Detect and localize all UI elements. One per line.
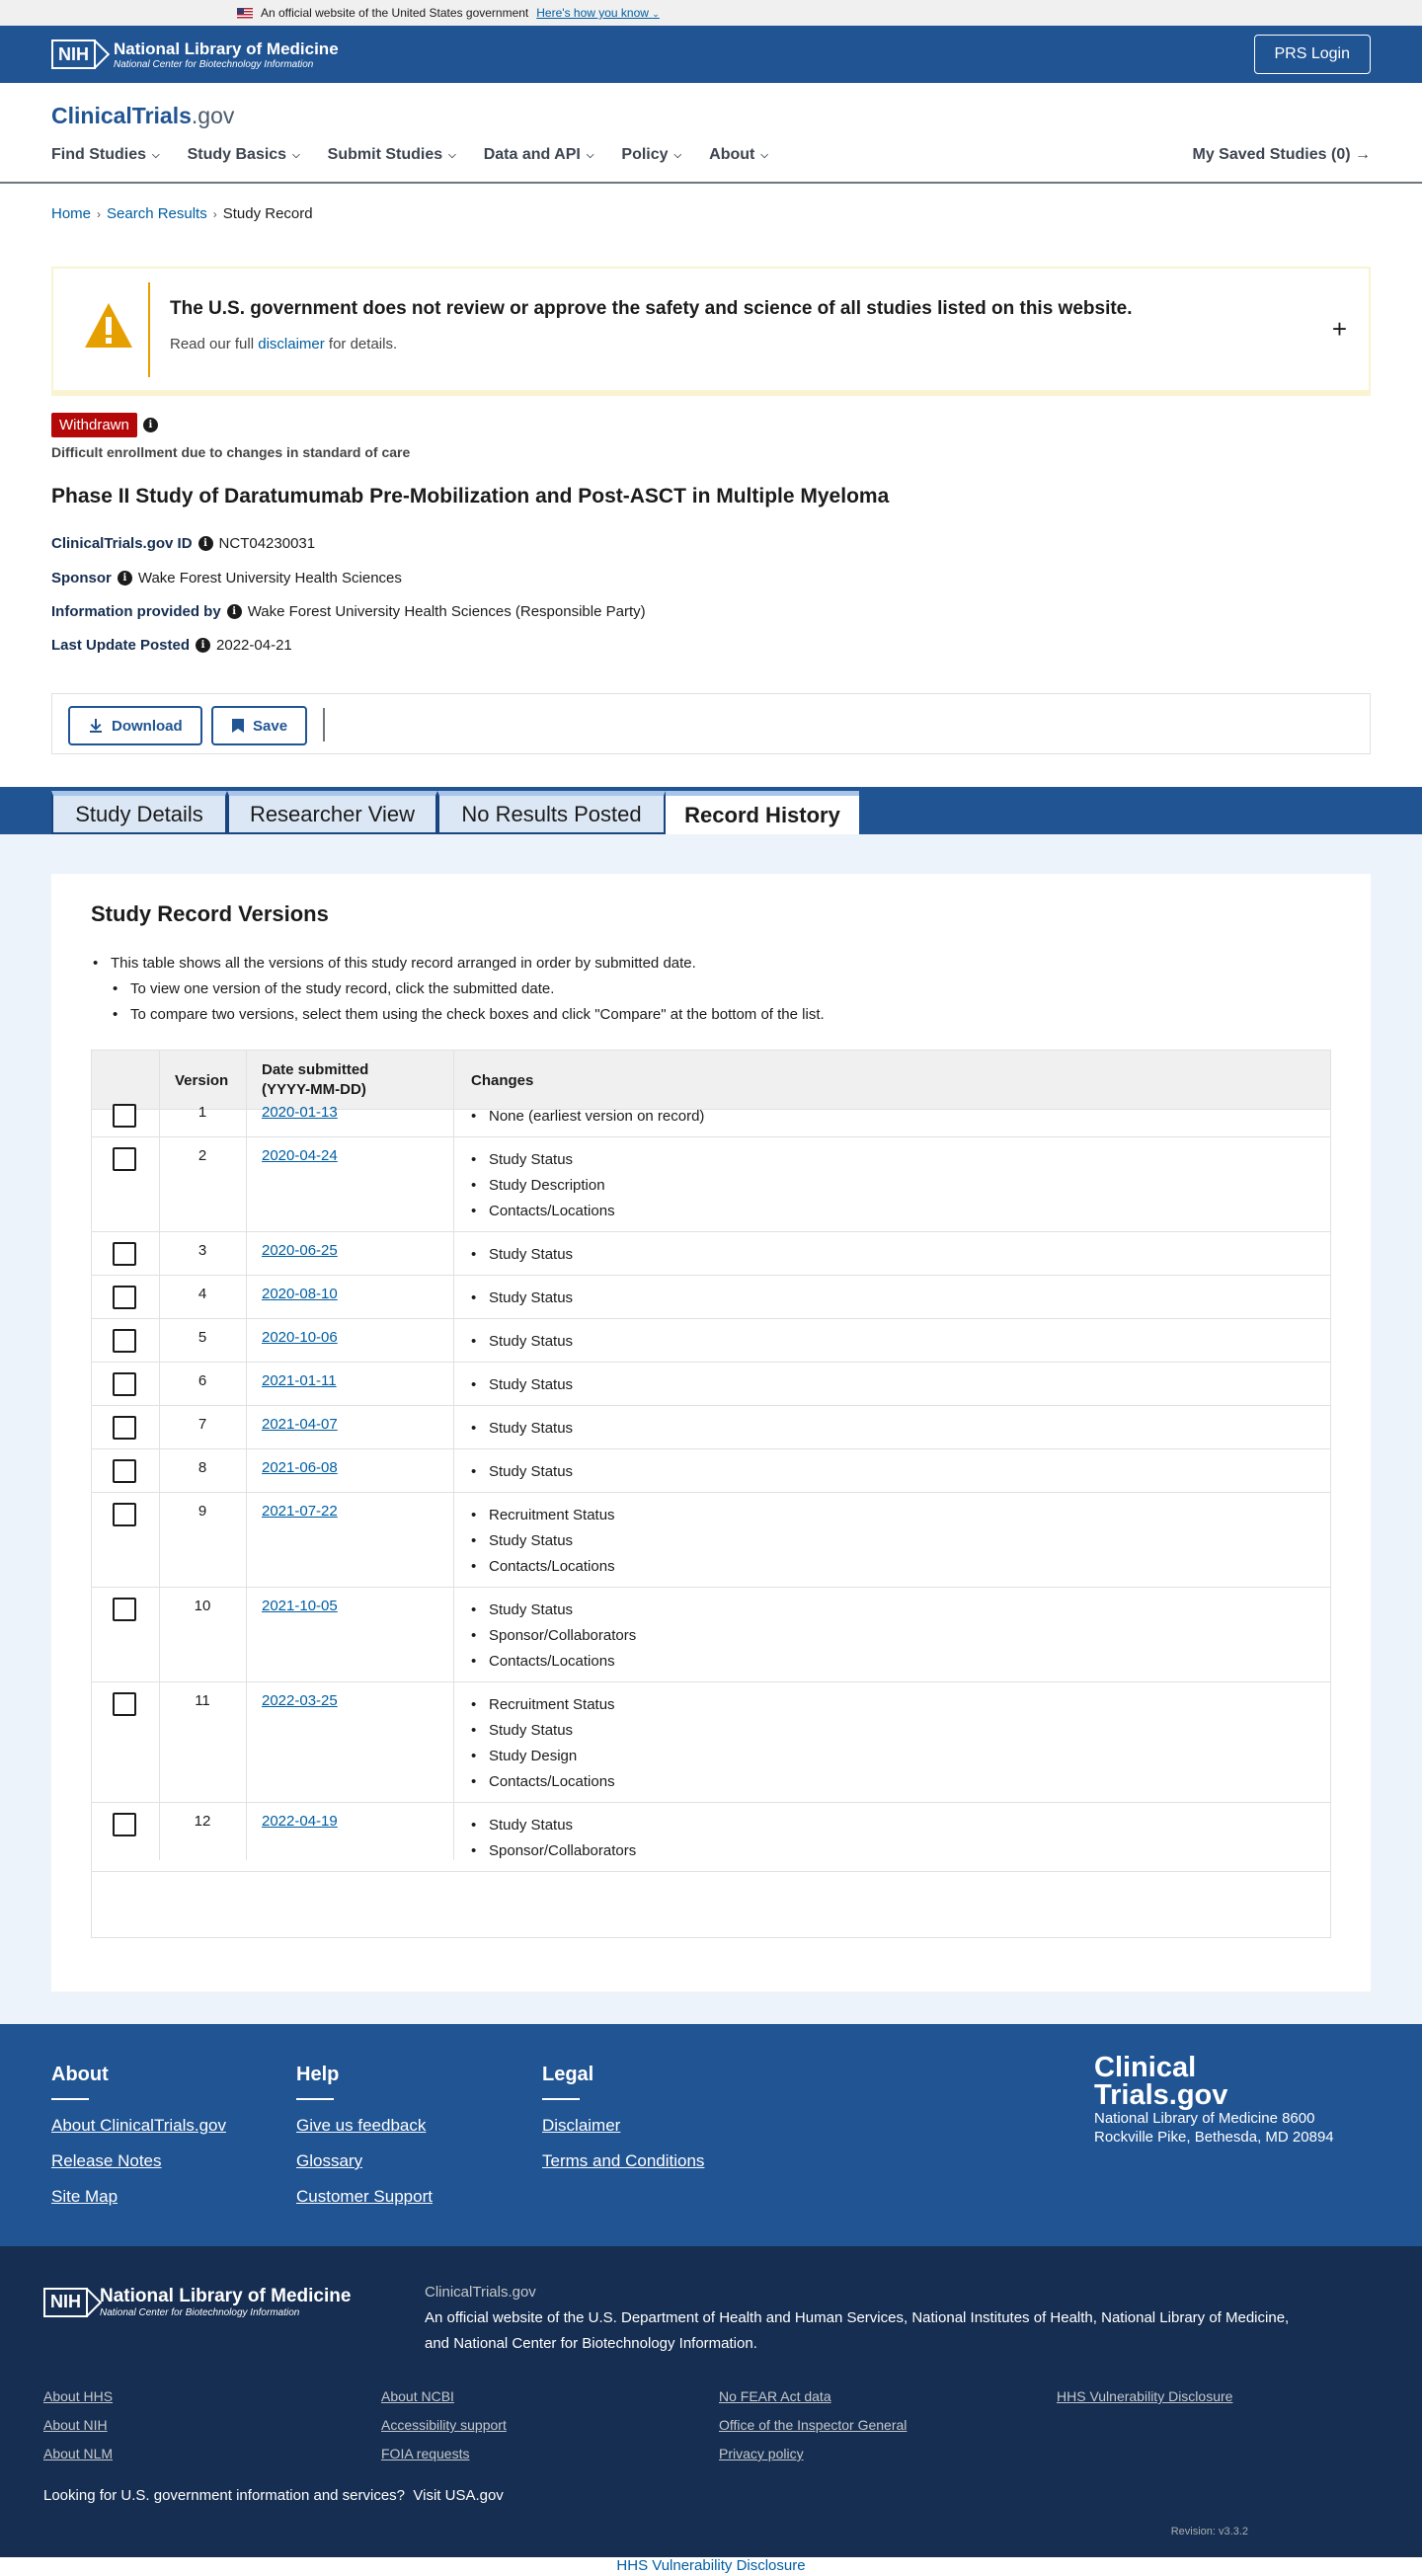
footer-link-privacy[interactable]: Privacy policy	[719, 2446, 804, 2461]
sponsor-label: Sponsor	[51, 570, 112, 586]
nlm-link[interactable]: National Library of Medicine	[1101, 2309, 1286, 2326]
footer-link-site-map[interactable]: Site Map	[51, 2187, 118, 2206]
changes-list	[467, 1692, 615, 1795]
footer-link-oig[interactable]: Office of the Inspector General	[719, 2417, 908, 2433]
study-id-value: NCT04230031	[218, 535, 316, 552]
footer-links-col2	[381, 2382, 507, 2468]
table-row	[92, 1590, 1330, 1682]
warning-icon	[83, 300, 134, 351]
footer-link-terms[interactable]: Terms and Conditions	[542, 2151, 705, 2170]
alert-text: Read our full disclaimer for details.	[170, 336, 398, 352]
footer-link-about-nlm[interactable]: About NLM	[43, 2446, 114, 2461]
alert-title: The U.S. government does not review or approve the safety and science of all studies listed on this website.	[170, 298, 1133, 319]
save-button[interactable]: Save	[211, 706, 307, 745]
change-item: • Contacts/Locations	[467, 1554, 615, 1580]
vulnerability-bottom-bar	[0, 2557, 1422, 2576]
usa-gov-link[interactable]: Visit USA.gov	[413, 2487, 504, 2504]
header-version: Version	[175, 1071, 229, 1089]
table-row	[92, 1451, 1330, 1493]
version-number: 5	[198, 1329, 207, 1346]
versions-table	[91, 1050, 1331, 1938]
study-title: Phase II Study of Daratumumab Pre-Mobilization and Post-ASCT in Multiple Myeloma	[51, 485, 890, 507]
nav-data-and-api[interactable]: Data and API ⌵	[483, 146, 594, 163]
footer-link-foia[interactable]: FOIA requests	[381, 2446, 470, 2461]
version-number: 1	[198, 1104, 207, 1121]
record-history-panel	[51, 874, 1371, 1991]
version-checkbox[interactable]	[113, 1372, 136, 1396]
change-item: • Study Design	[467, 1744, 615, 1769]
version-date-link[interactable]: 2021-04-07	[262, 1416, 338, 1433]
change-item: • Contacts/Locations	[467, 1199, 615, 1224]
versions-heading: Study Record Versions	[91, 901, 329, 926]
nlm-logo[interactable]	[51, 39, 339, 70]
gov-banner-text: An official website of the United States government	[261, 6, 529, 20]
footer-links-col4	[1057, 2382, 1232, 2411]
breadcrumb-current: Study Record	[222, 205, 313, 222]
footer-address: National Library of Medicine 8600 Rockville Pike, Bethesda, MD 20894	[1094, 2110, 1334, 2146]
info-icon[interactable]: i	[143, 418, 158, 432]
nih-link[interactable]: National Institutes of Health	[911, 2309, 1093, 2326]
tab-study-details[interactable]: Study Details	[51, 791, 227, 834]
version-number: 6	[198, 1372, 207, 1389]
provided-by-label: Information provided by	[51, 603, 221, 620]
change-item: • Contacts/Locations	[467, 1769, 615, 1795]
download-button[interactable]: Download	[68, 706, 202, 745]
version-number: 3	[198, 1242, 207, 1259]
version-checkbox[interactable]	[113, 1104, 136, 1128]
changes-list	[467, 1813, 636, 1864]
nlm-footer	[0, 2246, 1422, 2576]
chevron-down-icon: ⌵	[760, 149, 768, 161]
version-checkbox[interactable]	[113, 1692, 136, 1716]
version-checkbox[interactable]	[113, 1503, 136, 1526]
revision-text: Revision: v3.3.2	[1170, 2526, 1248, 2537]
nlm-footer-logo[interactable]: NIH National Library of Medicine National Center for Biotechnology Information	[43, 2286, 351, 2318]
chevron-down-icon: ⌄	[652, 9, 660, 19]
study-id-label: ClinicalTrials.gov ID	[51, 535, 193, 552]
version-date-link[interactable]: 2020-10-06	[262, 1329, 338, 1346]
footer-link-vulnerability[interactable]: HHS Vulnerability Disclosure	[1057, 2388, 1233, 2404]
footer-link-disclaimer[interactable]: Disclaimer	[542, 2116, 621, 2135]
footer-help: Help Give us feedback Glossary Customer Support	[296, 2064, 433, 2206]
version-number: 2	[198, 1147, 207, 1164]
change-item: • Study Status	[467, 1147, 615, 1173]
version-checkbox[interactable]	[113, 1286, 136, 1309]
footer-link-about-ncbi[interactable]: About NCBI	[381, 2388, 454, 2404]
arrow-right-icon: →	[1355, 146, 1371, 163]
header-date: Date submitted (YYYY-MM-DD)	[262, 1061, 369, 1098]
footer-link-about[interactable]: About ClinicalTrials.gov	[51, 2116, 226, 2135]
changes-list	[467, 1416, 573, 1442]
status-row	[51, 413, 158, 437]
last-update-row	[51, 637, 292, 654]
table-row	[92, 1495, 1330, 1588]
expand-icon[interactable]: +	[1331, 314, 1347, 344]
change-item: • None (earliest version on record)	[467, 1104, 704, 1130]
change-item: • Sponsor/Collaborators	[467, 1623, 636, 1649]
footer-link-no-fear[interactable]: No FEAR Act data	[719, 2388, 831, 2404]
action-bar	[51, 693, 1371, 754]
change-item: • Study Status	[467, 1372, 573, 1398]
footer-about: About About ClinicalTrials.gov Release Notes Site Map	[51, 2064, 226, 2206]
site-brand[interactable]: ClinicalTrials.gov	[51, 103, 235, 128]
hhs-link[interactable]: U.S. Department of Health and Human Services	[588, 2309, 904, 2326]
nih-header	[0, 26, 1422, 83]
version-checkbox[interactable]	[113, 1598, 136, 1621]
footer-legal: Legal Disclaimer Terms and Conditions	[542, 2064, 705, 2170]
change-item: • Sponsor/Collaborators	[467, 1838, 636, 1864]
table-row	[92, 1365, 1330, 1406]
version-number: 7	[198, 1416, 207, 1433]
heres-how-you-know-link[interactable]: Here's how you know ⌄	[536, 6, 660, 20]
provided-by-row	[51, 603, 646, 620]
us-flag-icon	[237, 8, 253, 19]
nav-study-basics[interactable]: Study Basics ⌵	[187, 146, 300, 163]
site-footer	[0, 2024, 1422, 2246]
change-item: • Study Status	[467, 1528, 615, 1554]
footer-link-about-hhs[interactable]: About HHS	[43, 2388, 114, 2404]
versions-notes	[91, 951, 825, 1028]
changes-list	[467, 1503, 615, 1580]
version-date-link[interactable]: 2021-06-08	[262, 1459, 338, 1476]
footer-link-glossary[interactable]: Glossary	[296, 2151, 363, 2170]
chevron-right-icon: ›	[212, 206, 217, 221]
version-date-link[interactable]: 2022-03-25	[262, 1692, 338, 1709]
changes-list	[467, 1372, 573, 1398]
breadcrumb-home[interactable]: Home	[51, 205, 92, 222]
nih-logo-box: NIH	[51, 39, 96, 69]
note-item: • This table shows all the versions of this study record arranged in order by submitted date.	[91, 951, 825, 976]
sponsor-row	[51, 570, 402, 586]
change-item: • Recruitment Status	[467, 1503, 615, 1528]
version-checkbox[interactable]	[113, 1329, 136, 1353]
action-separator	[323, 708, 325, 742]
changes-list	[467, 1598, 636, 1675]
change-item: • Study Status	[467, 1718, 615, 1744]
tab-researcher-view[interactable]: Researcher View	[227, 791, 437, 834]
study-id-row	[51, 535, 315, 552]
tab-record-history[interactable]: Record History	[666, 791, 859, 834]
tab-no-results-posted[interactable]: No Results Posted	[437, 791, 666, 834]
provided-by-value: Wake Forest University Health Sciences (Responsible Party)	[247, 603, 646, 620]
version-checkbox[interactable]	[113, 1147, 136, 1171]
table-row	[92, 1278, 1330, 1319]
main-nav	[51, 146, 796, 164]
version-number: 11	[195, 1692, 210, 1709]
info-icon[interactable]: i	[118, 571, 132, 585]
version-number: 8	[198, 1459, 207, 1476]
changes-list	[467, 1329, 573, 1355]
footer-link-feedback[interactable]: Give us feedback	[296, 2116, 427, 2135]
table-row	[92, 1096, 1330, 1137]
footer-links-col3	[719, 2382, 907, 2468]
change-item: • Recruitment Status	[467, 1692, 615, 1718]
version-date-link[interactable]: 2021-01-11	[262, 1372, 337, 1389]
footer-links-col1	[43, 2382, 113, 2468]
chevron-right-icon: ›	[97, 206, 102, 221]
version-number: 12	[194, 1813, 211, 1830]
chevron-down-icon: ⌵	[448, 149, 456, 161]
version-date-link[interactable]: 2022-04-19	[262, 1813, 338, 1830]
table-row	[92, 1321, 1330, 1363]
official-website-text: ClinicalTrials.gov An official website of the U.S. Department of Health and Human Services, National Institutes of Health, National Library of Medicine, and National Center for Biotechnology Information.	[425, 2284, 1290, 2352]
version-date-link[interactable]: 2020-04-24	[262, 1147, 338, 1164]
change-item: • Study Status	[467, 1459, 573, 1485]
change-item: • Study Status	[467, 1416, 573, 1442]
version-date-link[interactable]: 2020-01-13	[262, 1104, 338, 1121]
header-changes: Changes	[471, 1071, 534, 1089]
footer-link-release-notes[interactable]: Release Notes	[51, 2151, 162, 2170]
tab-strip	[0, 787, 1422, 834]
ncbi-subtitle: National Center for Biotechnology Information	[114, 58, 314, 70]
alert-divider	[148, 282, 150, 377]
chevron-down-icon: ⌵	[152, 149, 160, 161]
nav-policy[interactable]: Policy ⌵	[621, 146, 682, 163]
version-checkbox[interactable]	[113, 1242, 136, 1266]
prs-login-button[interactable]: PRS Login	[1254, 35, 1372, 74]
version-date-link[interactable]: 2021-10-05	[262, 1598, 338, 1614]
change-item: • Study Status	[467, 1286, 573, 1311]
change-item: • Study Status	[467, 1242, 573, 1268]
sponsor-value: Wake Forest University Health Sciences	[137, 570, 402, 586]
breadcrumb	[51, 205, 313, 222]
chevron-down-icon: ⌵	[673, 149, 682, 161]
version-checkbox[interactable]	[113, 1459, 136, 1483]
footer-link-support[interactable]: Customer Support	[296, 2187, 433, 2206]
disclaimer-link[interactable]: disclaimer	[258, 336, 325, 352]
table-row	[92, 1805, 1330, 1872]
info-icon[interactable]: i	[196, 638, 210, 653]
change-item: • Study Status	[467, 1329, 573, 1355]
table-row	[92, 1408, 1330, 1449]
changes-list	[467, 1104, 704, 1130]
nav-find-studies[interactable]: Find Studies ⌵	[51, 146, 160, 163]
chevron-down-icon: ⌵	[586, 149, 594, 161]
changes-list	[467, 1147, 615, 1224]
version-checkbox[interactable]	[113, 1813, 136, 1836]
version-number: 4	[198, 1286, 207, 1302]
changes-list	[467, 1286, 573, 1311]
info-icon[interactable]: i	[227, 604, 242, 619]
changes-list	[467, 1242, 573, 1268]
withdrawn-reason: Difficult enrollment due to changes in standard of care	[51, 444, 411, 460]
version-number: 10	[194, 1598, 211, 1614]
bookmark-icon	[231, 718, 245, 734]
last-update-label: Last Update Posted	[51, 637, 191, 654]
changes-list	[467, 1459, 573, 1485]
breadcrumb-search-results[interactable]: Search Results	[107, 205, 207, 222]
nlm-title: National Library of Medicine	[114, 39, 339, 58]
usa-gov-prompt: Looking for U.S. government information and services? Visit USA.gov	[43, 2487, 504, 2504]
version-date-link[interactable]: 2020-06-25	[262, 1242, 338, 1259]
download-icon	[88, 718, 104, 734]
saved-studies-link[interactable]: My Saved Studies (0) →	[1192, 146, 1371, 163]
ncbi-link[interactable]: National Center for Biotechnology Information	[453, 2335, 753, 2352]
nav-submit-studies[interactable]: Submit Studies ⌵	[327, 146, 456, 163]
change-item: • Study Status	[467, 1598, 636, 1623]
version-number: 9	[198, 1503, 207, 1520]
version-date-link[interactable]: 2021-07-22	[262, 1503, 338, 1520]
change-item: • Study Status	[467, 1813, 636, 1838]
vulnerability-disclosure-link[interactable]: HHS Vulnerability Disclosure	[616, 2557, 806, 2574]
version-date-link[interactable]: 2020-08-10	[262, 1286, 338, 1302]
last-update-value: 2022-04-21	[216, 637, 292, 654]
gov-banner	[0, 0, 1422, 26]
change-item: • Contacts/Locations	[467, 1649, 636, 1675]
change-item: • Study Description	[467, 1173, 615, 1199]
table-row	[92, 1139, 1330, 1232]
table-row	[92, 1234, 1330, 1276]
site-header	[0, 83, 1422, 184]
note-item: • To compare two versions, select them using the check boxes and click "Compare" at the bottom of the list.	[111, 1002, 825, 1028]
info-icon[interactable]: i	[198, 536, 213, 551]
chevron-down-icon: ⌵	[292, 149, 300, 161]
footer-link-accessibility[interactable]: Accessibility support	[381, 2417, 507, 2433]
nav-about[interactable]: About ⌵	[709, 146, 768, 163]
disclaimer-alert	[51, 267, 1371, 396]
version-checkbox[interactable]	[113, 1416, 136, 1440]
note-item: • To view one version of the study record, click the submitted date.	[111, 976, 825, 1002]
status-badge: Withdrawn	[51, 413, 137, 437]
footer-link-about-nih[interactable]: About NIH	[43, 2417, 108, 2433]
footer-logo[interactable]: Clinical Trials.gov	[1094, 2052, 1228, 2111]
table-row	[92, 1684, 1330, 1803]
